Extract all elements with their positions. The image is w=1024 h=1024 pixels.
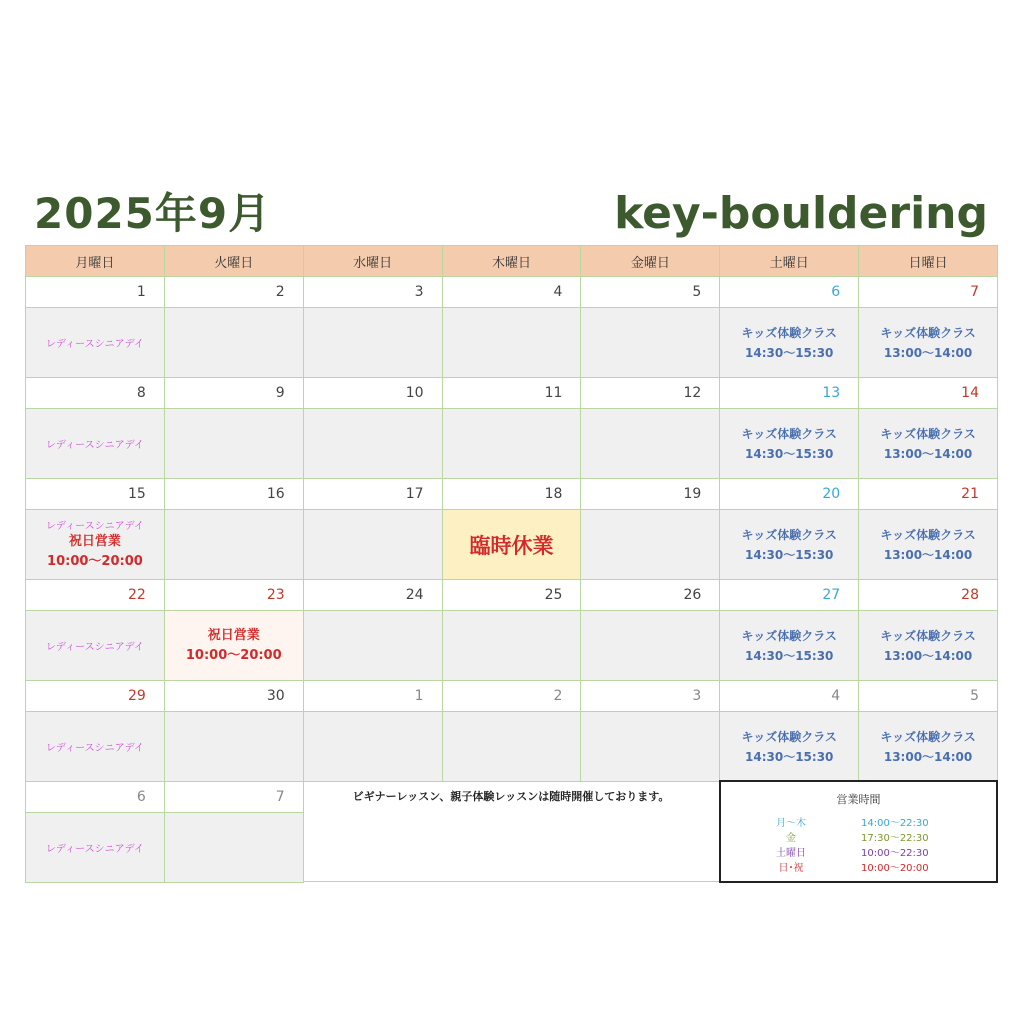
hours-row <box>721 816 996 831</box>
weekday-header-tue: 火曜日 <box>165 246 304 277</box>
kids-class-label: キッズ体験クラス <box>880 628 976 643</box>
day-cell <box>26 712 165 782</box>
date-number: 1 <box>304 681 443 712</box>
day-cell <box>859 510 998 580</box>
holiday-open-label: 祝日営業 <box>207 627 260 643</box>
date-number: 22 <box>26 580 165 611</box>
holiday-open-time: 10:00〜20:00 <box>185 647 282 663</box>
kids-class-time: 14:30〜15:30 <box>745 648 834 663</box>
ladies-senior-event: レディースシニアデイ <box>45 521 144 532</box>
month-title: 2025年9月 <box>34 189 272 238</box>
date-number: 17 <box>304 479 443 510</box>
weekday-header-thu: 木曜日 <box>443 246 582 277</box>
day-cell <box>581 409 720 479</box>
kids-class-label: キッズ体験クラス <box>880 527 976 542</box>
day-cell <box>859 712 998 782</box>
day-cell <box>26 611 165 681</box>
date-number: 1 <box>26 277 165 308</box>
weekday-header-mon: 月曜日 <box>26 246 165 277</box>
date-number: 30 <box>165 681 304 712</box>
date-number: 7 <box>859 277 998 308</box>
day-cell <box>720 712 859 782</box>
day-cell <box>859 409 998 479</box>
date-number: 2 <box>443 681 582 712</box>
day-cell <box>26 813 165 883</box>
kids-class-label: キッズ体験クラス <box>741 729 837 744</box>
date-number: 28 <box>859 580 998 611</box>
date-number: 26 <box>581 580 720 611</box>
day-cell <box>859 308 998 378</box>
day-cell <box>443 308 582 378</box>
blank-area <box>304 813 443 883</box>
date-number: 12 <box>581 378 720 409</box>
date-number: 25 <box>443 580 582 611</box>
hours-time: 10:00〜20:00 <box>861 863 929 874</box>
date-number: 9 <box>165 378 304 409</box>
ladies-senior-event: レディースシニアデイ <box>45 743 144 754</box>
date-number: 27 <box>720 580 859 611</box>
hours-day: 金 <box>786 833 796 844</box>
date-number: 10 <box>304 378 443 409</box>
day-cell-closed <box>443 510 582 580</box>
day-cell <box>26 308 165 378</box>
kids-class-time: 13:00〜14:00 <box>883 648 973 663</box>
hours-row <box>721 861 996 876</box>
date-number: 6 <box>720 277 859 308</box>
day-cell <box>165 409 304 479</box>
day-cell <box>581 510 720 580</box>
weekday-header-sat: 土曜日 <box>720 246 859 277</box>
date-number: 21 <box>859 479 998 510</box>
hours-time: 14:00〜22:30 <box>861 818 929 829</box>
date-number: 4 <box>720 681 859 712</box>
day-cell <box>581 712 720 782</box>
date-number: 23 <box>165 580 304 611</box>
business-hours-box <box>719 780 998 883</box>
hours-time: 10:00〜22:30 <box>861 848 929 859</box>
holiday-open-label: 祝日営業 <box>68 534 121 549</box>
lesson-note: ビギナーレッスン、親子体験レッスンは随時開催しております。 <box>352 790 670 803</box>
weekday-header-wed: 水曜日 <box>304 246 443 277</box>
kids-class-label: キッズ体験クラス <box>741 325 837 340</box>
weekday-header-fri: 金曜日 <box>581 246 720 277</box>
business-hours-title: 営業時間 <box>836 793 881 806</box>
date-number: 24 <box>304 580 443 611</box>
day-cell <box>26 409 165 479</box>
ladies-senior-event: レディースシニアデイ <box>45 844 144 855</box>
kids-class-label: キッズ体験クラス <box>741 426 837 441</box>
date-number: 14 <box>859 378 998 409</box>
day-cell <box>304 308 443 378</box>
ladies-senior-event: レディースシニアデイ <box>45 440 144 451</box>
date-number: 2 <box>165 277 304 308</box>
blank-area <box>581 813 720 883</box>
day-cell <box>443 611 582 681</box>
kids-class-time: 13:00〜14:00 <box>883 547 973 562</box>
day-cell <box>443 712 582 782</box>
day-cell <box>26 510 165 580</box>
date-number: 8 <box>26 378 165 409</box>
date-number: 5 <box>859 681 998 712</box>
hours-day: 日･祝 <box>778 863 804 874</box>
day-cell <box>304 510 443 580</box>
date-number: 20 <box>720 479 859 510</box>
blank-area <box>443 813 582 883</box>
holiday-open-time: 10:00〜20:00 <box>47 554 143 569</box>
day-cell <box>581 308 720 378</box>
kids-class-label: キッズ体験クラス <box>741 527 837 542</box>
hours-time: 17:30〜22:30 <box>861 833 929 844</box>
date-number: 19 <box>581 479 720 510</box>
day-cell <box>165 510 304 580</box>
day-cell <box>720 510 859 580</box>
day-cell <box>304 409 443 479</box>
date-number: 15 <box>26 479 165 510</box>
weekday-header-sun: 日曜日 <box>859 246 998 277</box>
day-cell <box>165 712 304 782</box>
kids-class-time: 14:30〜15:30 <box>745 749 834 764</box>
date-number: 11 <box>443 378 582 409</box>
date-number: 4 <box>443 277 582 308</box>
kids-class-time: 14:30〜15:30 <box>745 345 834 360</box>
business-hours-table <box>721 816 996 876</box>
day-cell <box>859 611 998 681</box>
hours-row <box>721 831 996 846</box>
date-number: 16 <box>165 479 304 510</box>
date-number: 3 <box>581 681 720 712</box>
hours-day: 土曜日 <box>776 848 806 859</box>
day-cell <box>165 308 304 378</box>
kids-class-time: 14:30〜15:30 <box>745 446 834 461</box>
temporary-closure-label: 臨時休業 <box>469 533 554 558</box>
day-cell <box>304 611 443 681</box>
day-cell <box>581 611 720 681</box>
day-cell <box>165 813 304 883</box>
date-number: 5 <box>581 277 720 308</box>
date-number: 3 <box>304 277 443 308</box>
kids-class-label: キッズ体験クラス <box>880 325 976 340</box>
kids-class-label: キッズ体験クラス <box>741 628 837 643</box>
kids-class-label: キッズ体験クラス <box>880 426 976 441</box>
kids-class-time: 13:00〜14:00 <box>883 345 973 360</box>
date-number: 6 <box>26 782 165 813</box>
brand-title: key-bouldering <box>614 188 988 239</box>
hours-day: 月〜木 <box>776 818 806 829</box>
day-cell <box>720 308 859 378</box>
day-cell <box>443 409 582 479</box>
day-cell <box>165 611 304 681</box>
date-number: 29 <box>26 681 165 712</box>
kids-class-time: 13:00〜14:00 <box>883 446 973 461</box>
kids-class-time: 14:30〜15:30 <box>745 547 834 562</box>
date-number: 18 <box>443 479 582 510</box>
hours-row <box>721 846 996 861</box>
date-number: 7 <box>165 782 304 813</box>
day-cell <box>304 712 443 782</box>
kids-class-label: キッズ体験クラス <box>880 729 976 744</box>
day-cell <box>720 409 859 479</box>
day-cell <box>720 611 859 681</box>
date-number: 13 <box>720 378 859 409</box>
ladies-senior-event: レディースシニアデイ <box>45 339 144 350</box>
grid-line <box>304 881 719 882</box>
ladies-senior-event: レディースシニアデイ <box>45 642 144 653</box>
kids-class-time: 13:00〜14:00 <box>883 749 973 764</box>
